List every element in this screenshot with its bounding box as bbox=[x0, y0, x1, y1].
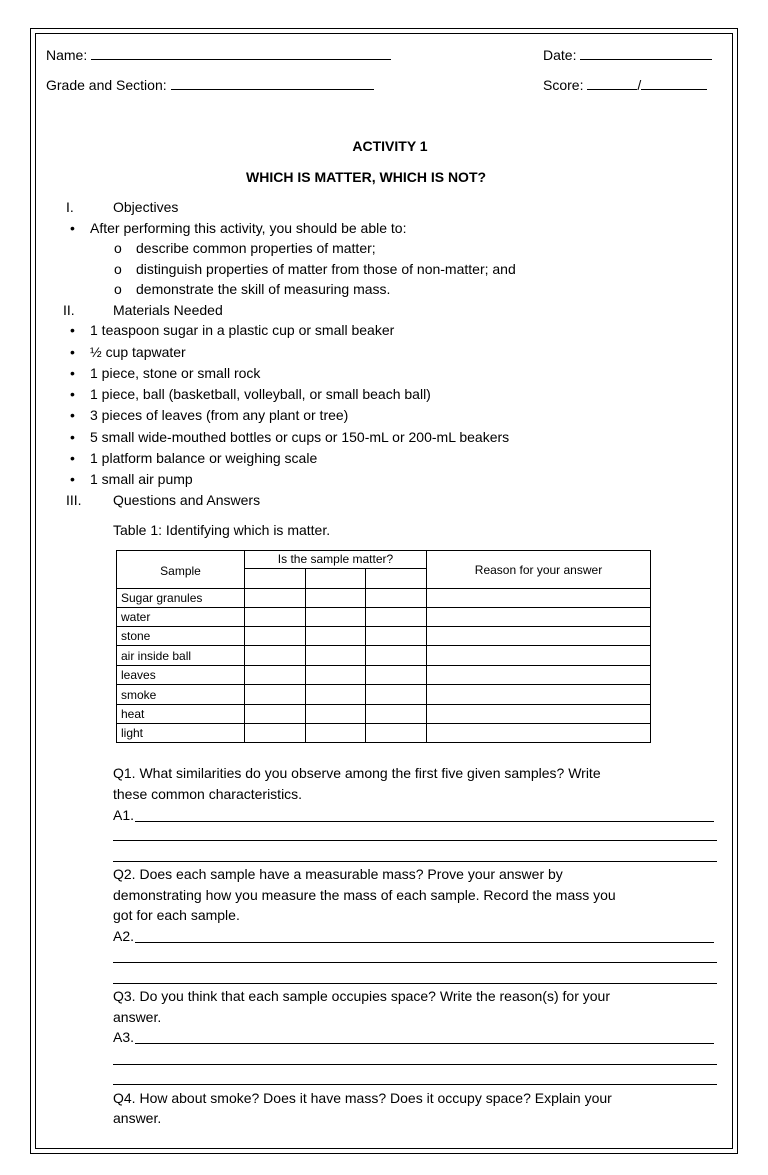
material-item: 1 teaspoon sugar in a plastic cup or small beaker bbox=[90, 322, 395, 338]
question-2-line-3: got for each sample. bbox=[113, 907, 240, 923]
activity-number: ACTIVITY 1 bbox=[352, 138, 428, 154]
sample-cell: stone bbox=[117, 627, 245, 646]
reason-cell[interactable] bbox=[427, 724, 651, 743]
answer-cell[interactable] bbox=[366, 724, 427, 743]
answer-1-line[interactable] bbox=[113, 861, 717, 862]
bullet-icon: • bbox=[70, 407, 75, 423]
answer-cell[interactable] bbox=[245, 627, 306, 646]
bullet-icon: • bbox=[70, 450, 75, 466]
bullet-icon: • bbox=[70, 344, 75, 360]
date-blank[interactable] bbox=[580, 48, 712, 60]
circle-bullet-icon: o bbox=[114, 281, 122, 297]
score-field bbox=[543, 78, 707, 92]
objective-item: distinguish properties of matter from those of non-matter; and bbox=[136, 261, 516, 277]
score-earned-blank[interactable] bbox=[587, 78, 637, 90]
answer-2-line[interactable] bbox=[113, 962, 717, 963]
material-item: 3 pieces of leaves (from any plant or tree) bbox=[90, 407, 349, 423]
answer-cell[interactable] bbox=[366, 705, 427, 724]
name-field bbox=[46, 48, 391, 62]
materials-heading: Materials Needed bbox=[113, 302, 223, 318]
answer-cell[interactable] bbox=[245, 589, 306, 608]
answer-1-line[interactable] bbox=[135, 821, 714, 822]
bullet-icon: • bbox=[70, 429, 75, 445]
reason-cell[interactable] bbox=[427, 646, 651, 666]
table-row bbox=[117, 666, 651, 685]
sample-cell: light bbox=[117, 724, 245, 743]
answer-cell[interactable] bbox=[245, 685, 306, 705]
sample-cell: smoke bbox=[117, 685, 245, 705]
date-label: Date: bbox=[543, 47, 577, 63]
question-4-line-2: answer. bbox=[113, 1110, 162, 1126]
col-sample-header: Sample bbox=[117, 551, 245, 589]
answer-1-label: A1. bbox=[113, 807, 135, 823]
answer-cell[interactable] bbox=[306, 685, 366, 705]
material-item: 5 small wide-mouthed bottles or cups or 150-mL or 200-mL beakers bbox=[90, 429, 510, 445]
answer-1-line[interactable] bbox=[113, 840, 717, 841]
matter-subcol bbox=[306, 569, 366, 589]
material-item: 1 piece, stone or small rock bbox=[90, 365, 261, 381]
score-label: Score: bbox=[543, 77, 584, 93]
answer-cell[interactable] bbox=[245, 608, 306, 627]
reason-cell[interactable] bbox=[427, 705, 651, 724]
bullet-icon: • bbox=[70, 220, 75, 236]
bullet-icon: • bbox=[70, 365, 75, 381]
sample-cell: Sugar granules bbox=[117, 589, 245, 608]
answer-2-line[interactable] bbox=[135, 942, 714, 943]
objective-item: demonstrate the skill of measuring mass. bbox=[136, 281, 391, 297]
matter-subcol bbox=[245, 569, 306, 589]
answer-3-line[interactable] bbox=[113, 1084, 717, 1085]
bullet-icon: • bbox=[70, 471, 75, 487]
answer-cell[interactable] bbox=[306, 724, 366, 743]
table-caption: Table 1: Identifying which is matter. bbox=[113, 522, 331, 538]
section-numeral-1: I. bbox=[66, 199, 74, 215]
matter-table bbox=[116, 550, 651, 743]
answer-2-line[interactable] bbox=[113, 983, 717, 984]
answer-3-line[interactable] bbox=[135, 1043, 714, 1044]
answer-2-label: A2. bbox=[113, 928, 135, 944]
answer-cell[interactable] bbox=[245, 724, 306, 743]
answer-cell[interactable] bbox=[306, 627, 366, 646]
table-row bbox=[117, 705, 651, 724]
answer-cell[interactable] bbox=[366, 685, 427, 705]
objectives-intro: After performing this activity, you should be able to: bbox=[90, 220, 407, 236]
name-label: Name: bbox=[46, 47, 88, 63]
sample-cell: leaves bbox=[117, 666, 245, 685]
date-field bbox=[543, 48, 712, 62]
reason-cell[interactable] bbox=[427, 627, 651, 646]
circle-bullet-icon: o bbox=[114, 261, 122, 277]
material-item: 1 platform balance or weighing scale bbox=[90, 450, 318, 466]
col-reason-header: Reason for your answer bbox=[427, 551, 651, 589]
table-row bbox=[117, 724, 651, 743]
question-2-line-2: demonstrating how you measure the mass of each sample. Record the mass you bbox=[113, 887, 616, 903]
reason-cell[interactable] bbox=[427, 666, 651, 685]
question-1-line-1: Q1. What similarities do you observe among the first five given samples? Write bbox=[113, 765, 601, 781]
grade-section-field bbox=[46, 78, 374, 92]
answer-cell[interactable] bbox=[306, 608, 366, 627]
section-numeral-3: III. bbox=[66, 492, 82, 508]
table-row bbox=[117, 608, 651, 627]
answer-3-line[interactable] bbox=[113, 1064, 717, 1065]
score-total-blank[interactable] bbox=[641, 78, 707, 90]
answer-cell[interactable] bbox=[245, 646, 306, 666]
answer-cell[interactable] bbox=[366, 646, 427, 666]
objective-item: describe common properties of matter; bbox=[136, 240, 376, 256]
answer-cell[interactable] bbox=[306, 666, 366, 685]
question-1-line-2: these common characteristics. bbox=[113, 786, 303, 802]
question-3-line-2: answer. bbox=[113, 1009, 162, 1025]
objectives-heading: Objectives bbox=[113, 199, 179, 215]
grade-section-label: Grade and Section: bbox=[46, 77, 167, 93]
sample-cell: heat bbox=[117, 705, 245, 724]
questions-heading: Questions and Answers bbox=[113, 492, 261, 508]
table-row bbox=[117, 685, 651, 705]
activity-title: WHICH IS MATTER, WHICH IS NOT? bbox=[246, 169, 487, 185]
question-3-line-1: Q3. Do you think that each sample occupies space? Write the reason(s) for your bbox=[113, 988, 610, 1004]
material-item: ½ cup tapwater bbox=[90, 344, 186, 360]
question-2-line-1: Q2. Does each sample have a measurable mass? Prove your answer by bbox=[113, 866, 563, 882]
answer-3-label: A3. bbox=[113, 1029, 135, 1045]
question-4-line-1: Q4. How about smoke? Does it have mass? Does it occupy space? Explain your bbox=[113, 1090, 612, 1106]
answer-cell[interactable] bbox=[366, 666, 427, 685]
material-item: 1 piece, ball (basketball, volleyball, or small beach ball) bbox=[90, 386, 431, 402]
grade-section-blank[interactable] bbox=[171, 78, 374, 90]
section-numeral-2: II. bbox=[63, 302, 75, 318]
reason-cell[interactable] bbox=[427, 608, 651, 627]
bullet-icon: • bbox=[70, 322, 75, 338]
answer-cell[interactable] bbox=[366, 608, 427, 627]
answer-cell[interactable] bbox=[245, 705, 306, 724]
answer-cell[interactable] bbox=[366, 627, 427, 646]
sample-cell: water bbox=[117, 608, 245, 627]
reason-cell[interactable] bbox=[427, 685, 651, 705]
answer-cell[interactable] bbox=[245, 666, 306, 685]
sample-cell: air inside ball bbox=[117, 646, 245, 666]
answer-cell[interactable] bbox=[306, 589, 366, 608]
answer-cell[interactable] bbox=[306, 705, 366, 724]
answer-cell[interactable] bbox=[366, 589, 427, 608]
answer-cell[interactable] bbox=[306, 646, 366, 666]
matter-subcol bbox=[366, 569, 427, 589]
material-item: 1 small air pump bbox=[90, 471, 193, 487]
table-row bbox=[117, 646, 651, 666]
reason-cell[interactable] bbox=[427, 589, 651, 608]
circle-bullet-icon: o bbox=[114, 240, 122, 256]
score-slash: / bbox=[637, 77, 642, 93]
col-matter-header: Is the sample matter? bbox=[245, 551, 427, 569]
table-row bbox=[117, 589, 651, 608]
table-row bbox=[117, 627, 651, 646]
bullet-icon: • bbox=[70, 386, 75, 402]
name-blank[interactable] bbox=[91, 48, 391, 60]
